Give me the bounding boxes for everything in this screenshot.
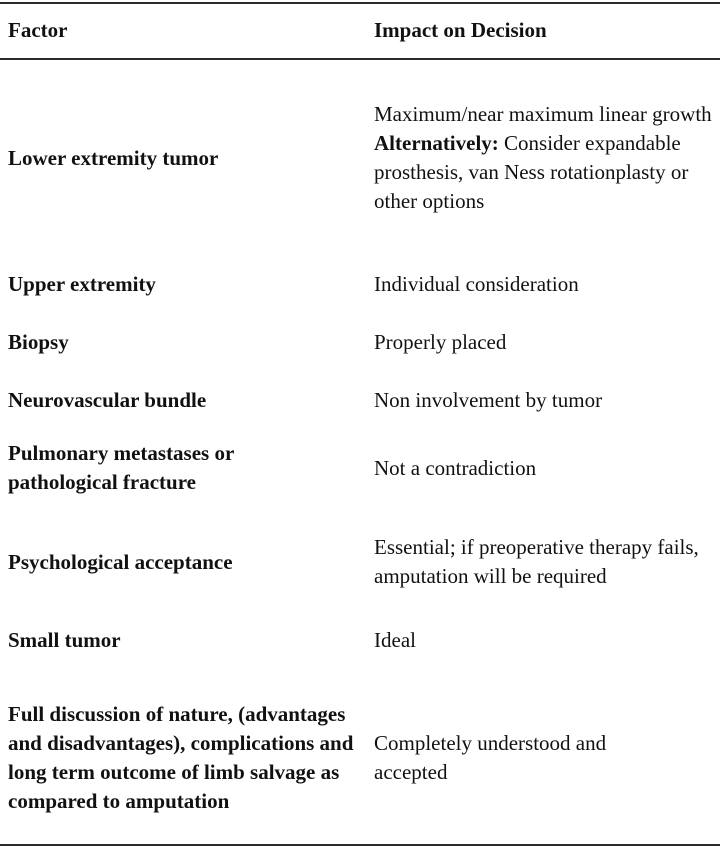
table-row xyxy=(0,326,720,358)
table-top-rule xyxy=(0,2,720,4)
impact-cell: Not a contradiction xyxy=(374,455,537,480)
impact-cell: Properly placed xyxy=(374,329,507,354)
factor-cell: Lower extremity tumor xyxy=(8,145,219,170)
table-row xyxy=(0,438,720,498)
impact-cell: Essential; if preoperative therapy fails, amputation will be required xyxy=(374,535,699,588)
factor-cell: Biopsy xyxy=(8,329,69,354)
header-factor: Factor xyxy=(8,18,68,42)
header-impact: Impact on Decision xyxy=(374,18,547,42)
alternatively-label: Alternatively: xyxy=(374,131,499,155)
impact-cell: Completely understood and accepted xyxy=(374,731,607,784)
table-row xyxy=(0,624,720,656)
table-row xyxy=(0,532,720,592)
table-header-rule xyxy=(0,58,720,60)
factor-cell: Pulmonary metastases or pathological fracture xyxy=(8,441,234,494)
table-row xyxy=(0,684,720,832)
impact-cell: Individual consideration xyxy=(374,271,579,296)
factor-cell: Psychological acceptance xyxy=(8,549,233,574)
impact-cell: Ideal xyxy=(374,627,416,652)
factor-cell: Small tumor xyxy=(8,627,121,652)
factor-cell: Neurovascular bundle xyxy=(8,387,207,412)
table-row xyxy=(0,268,720,300)
table-row xyxy=(0,384,720,416)
impact-cell: Non involvement by tumor xyxy=(374,387,603,412)
alternatively-text: Consider expandable prosthesis, van Ness rotationplasty or other options xyxy=(374,131,689,213)
table-bottom-rule xyxy=(0,844,720,846)
factor-cell: Upper extremity xyxy=(8,271,156,296)
table-header-row xyxy=(0,18,720,48)
factor-cell: Full discussion of nature, (advantages and disadvantages), complications and long term outcome of limb salvage as compared to amputation xyxy=(8,702,354,813)
impact-cell xyxy=(374,100,714,216)
table-row xyxy=(0,88,720,228)
impact-text: Maximum/near maximum linear growth xyxy=(374,102,712,126)
